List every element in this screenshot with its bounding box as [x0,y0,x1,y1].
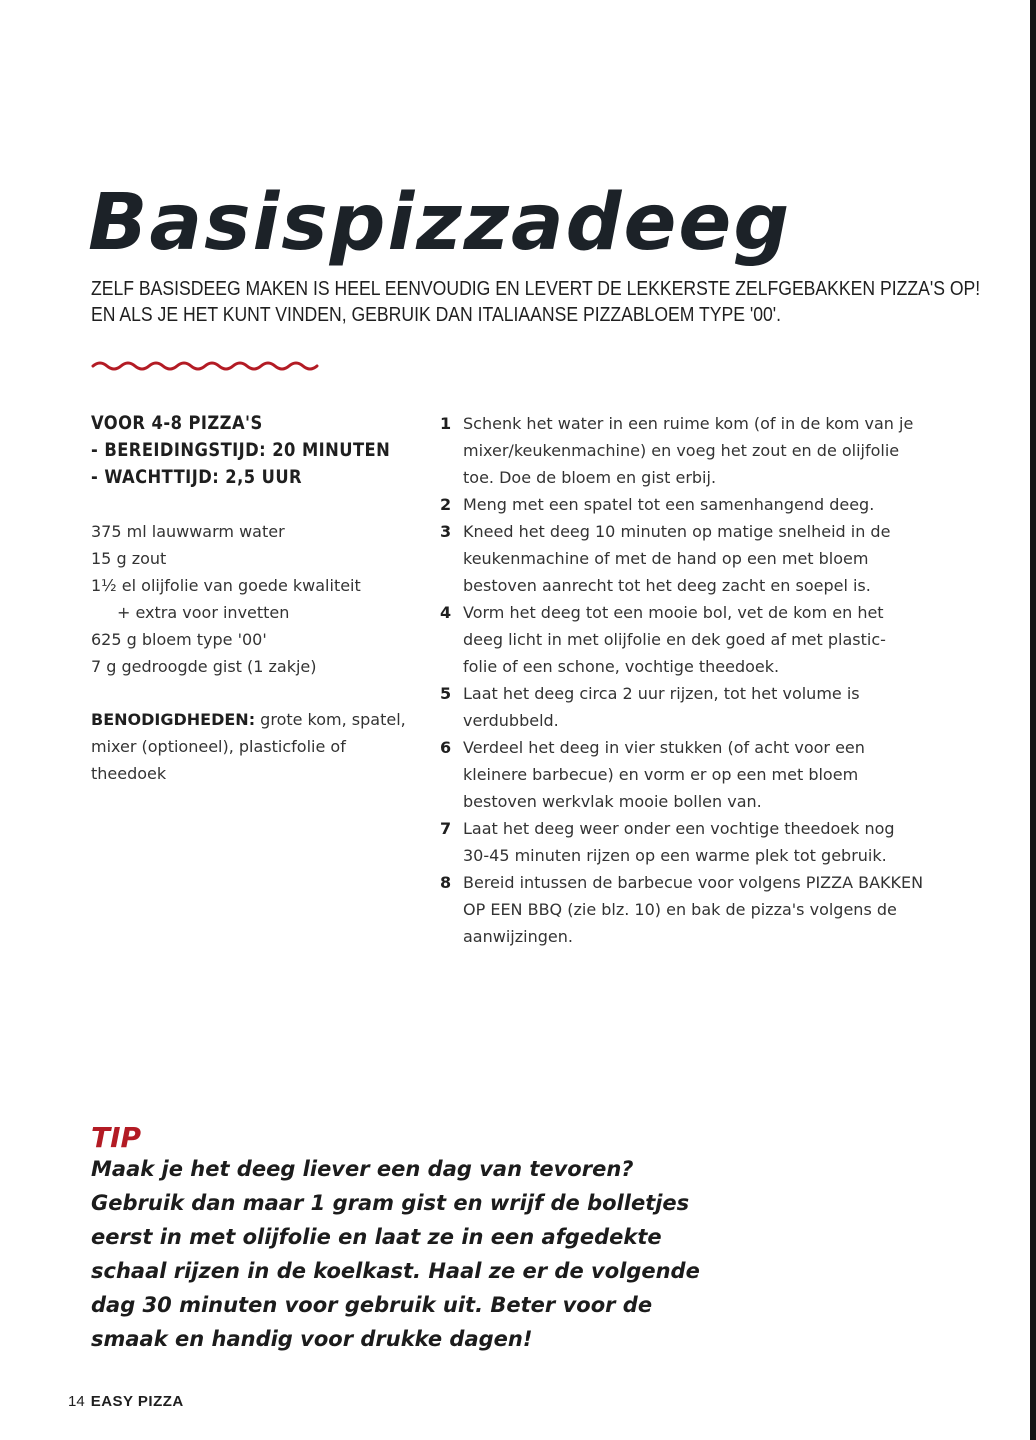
decorative-wave-divider [91,358,321,374]
book-title: EASY PIZZA [90,1393,184,1410]
step-3 [440,518,960,599]
step-text: Vorm het deeg tot een mooie bol, vet de kom en het deeg licht in met olijfolie en dek goed af met plastic- folie of een schone, vochtige theedoek. [463,603,886,676]
ingredients-list [91,518,421,680]
step-text: Bereid intussen de barbecue voor volgens PIZZA BAKKEN OP EEN BBQ (zie blz. 10) en bak de pizza's volgens de aanwijzingen. [463,873,924,946]
tools-label: BENODIGDHEDEN: [91,710,256,729]
step-2 [440,491,960,518]
step-text: Schenk het water in een ruime kom (of in de kom van je mixer/keukenmachine) en voeg het zout en de olijfolie toe. Doe de bloem en gist erbij. [463,414,914,487]
tools-text: grote kom, spatel, mixer (optioneel), plasticfolie of theedoek [91,710,406,783]
tip-label: TIP [91,1121,142,1154]
ingredient-item: 375 ml lauwwarm water [91,522,285,541]
step-6 [440,734,960,815]
wait-time: - WACHTTIJD: 2,5 UUR [91,466,303,488]
ingredient-item: 15 g zout [91,549,167,568]
tip-text: Maak je het deeg liever een dag van tevoren? Gebruik dan maar 1 gram gist en wrijf de bolletjes eerst in met olijfolie en laat ze in een afgedekte schaal rijzen in de koelkast. Haal ze er de volgende dag 30 minuten voor gebruik uit. Beter voor de smaak en handig voor drukke dagen! [91,1157,700,1351]
page-number: 14 [68,1393,85,1410]
step-number: 2 [440,495,452,514]
ingredient-item: + extra voor invetten [117,603,290,622]
step-8 [440,869,960,950]
ingredient-item: 7 g gedroogde gist (1 zakje) [91,657,317,676]
step-text: Verdeel het deeg in vier stukken (of acht voor een kleinere barbecue) en vorm er op een met bloem bestoven werkvlak mooie bollen van. [463,738,865,811]
step-4 [440,599,960,680]
step-number: 5 [440,684,452,703]
intro-line-2: EN ALS JE HET KUNT VINDEN, GEBRUIK DAN ITALIAANSE PIZZABLOEM TYPE '00'. [91,304,782,326]
step-number: 1 [440,414,452,433]
intro-line-1: ZELF BASISDEEG MAKEN IS HEEL EENVOUDIG EN LEVERT DE LEKKERSTE ZELFGEBAKKEN PIZZA'S OP! [91,278,981,300]
step-1 [440,410,960,491]
preparation-steps [440,410,960,950]
page-footer [68,1393,184,1410]
step-text: Meng met een spatel tot een samenhangend deeg. [463,495,875,514]
servings: VOOR 4-8 PIZZA'S [91,412,263,434]
step-text: Laat het deeg weer onder een vochtige theedoek nog 30-45 minuten rijzen op een warme plek tot gebruik. [463,819,895,865]
step-number: 3 [440,522,452,541]
step-5 [440,680,960,734]
step-number: 8 [440,873,452,892]
recipe-intro [91,276,981,328]
step-number: 7 [440,819,452,838]
step-number: 6 [440,738,452,757]
ingredient-item: 1½ el olijfolie van goede kwaliteit [91,576,361,595]
recipe-title: Basispizzadeeg [88,178,792,268]
page-edge-bar [1030,0,1036,1440]
step-text: Laat het deeg circa 2 uur rijzen, tot het volume is verdubbeld. [463,684,860,730]
ingredient-item: 625 g bloem type '00' [91,630,267,649]
recipe-meta [91,410,401,491]
step-7 [440,815,960,869]
step-text: Kneed het deeg 10 minuten op matige snelheid in de keukenmachine of met de hand op een met bloem bestoven aanrecht tot het deeg zacht en soepel is. [463,522,891,595]
required-tools [91,706,411,787]
prep-time: - BEREIDINGSTIJD: 20 MINUTEN [91,439,391,461]
step-number: 4 [440,603,452,622]
